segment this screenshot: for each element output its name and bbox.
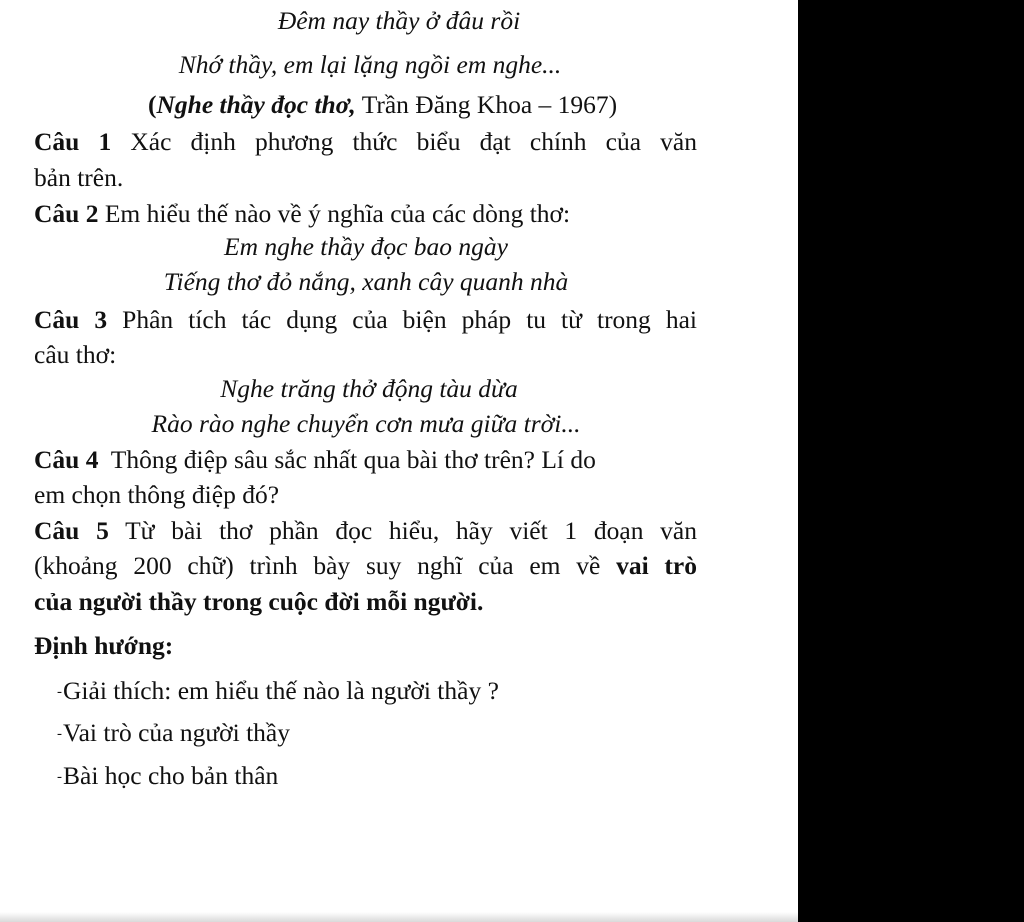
- bullet-dash-icon: -: [57, 726, 62, 742]
- question-2-verse-2: Tiếng thơ đỏ nắng, xanh cây quanh nhà: [163, 267, 569, 296]
- question-4-line-1: [34, 444, 596, 476]
- orientation-heading: Định hướng:: [34, 631, 174, 660]
- question-1-label: Câu 1: [34, 127, 112, 156]
- question-5-emphasis-1: vai trò: [616, 551, 697, 580]
- question-3-verse-1: Nghe trăng thở động tàu dừa: [220, 374, 518, 403]
- question-3-verse-2: Rào rào nghe chuyển cơn mưa giữa trời...: [151, 409, 581, 438]
- question-2-verse-1: Em nghe thầy đọc bao ngày: [224, 232, 508, 261]
- question-5-text: Từ bài thơ phần đọc hiểu, hãy viết 1 đoạn văn: [125, 516, 697, 545]
- question-3-line-1: [34, 304, 697, 336]
- poem-source: [148, 89, 617, 121]
- question-2: [34, 198, 570, 230]
- question-3-label: Câu 3: [34, 305, 108, 334]
- question-5-line-3: của người thầy trong cuộc đời mỗi người.: [34, 587, 484, 616]
- question-3-line-2: câu thơ:: [34, 340, 117, 369]
- bullet-dash-icon: -: [57, 684, 62, 700]
- source-open-paren: (: [148, 90, 157, 119]
- source-author-year: Trần Đăng Khoa – 1967): [355, 90, 618, 119]
- orientation-item-text: Vai trò của người thầy: [63, 718, 290, 747]
- orientation-item-text: Giải thích: em hiểu thế nào là người thầy ?: [63, 676, 499, 705]
- source-poem-title: Nghe thầy đọc thơ,: [156, 90, 356, 119]
- page-bottom-edge: [0, 912, 798, 922]
- question-2-label: Câu 2: [34, 199, 99, 228]
- question-5-line-2: [34, 550, 697, 582]
- intro-poem-line-2: Nhớ thầy, em lại lặng ngồi em nghe...: [178, 50, 562, 79]
- intro-poem-line-1: Đêm nay thầy ở đâu rồi: [277, 6, 521, 35]
- question-5-text-2: (khoảng 200 chữ) trình bày suy nghĩ của em về: [34, 551, 617, 580]
- question-2-text: Em hiểu thế nào về ý nghĩa của các dòng thơ:: [98, 199, 571, 228]
- orientation-item-text: Bài học cho bản thân: [63, 761, 279, 790]
- question-4-text: Thông điệp sâu sắc nhất qua bài thơ trên? Lí do: [110, 445, 596, 474]
- orientation-item-2: [57, 717, 290, 750]
- question-1-line-1: [34, 126, 697, 158]
- orientation-item-3: [57, 760, 278, 793]
- bullet-dash-icon: -: [57, 769, 62, 785]
- question-5-line-1: [34, 515, 697, 547]
- question-1-text: Xác định phương thức biểu đạt chính của văn: [130, 127, 698, 156]
- question-1-line-2: bản trên.: [34, 163, 124, 192]
- question-4-line-2: em chọn thông điệp đó?: [34, 480, 280, 509]
- orientation-item-1: [57, 675, 499, 708]
- question-5-label: Câu 5: [34, 516, 109, 545]
- question-4-label: Câu 4: [34, 445, 99, 474]
- question-3-text: Phân tích tác dụng của biện pháp tu từ trong hai: [122, 305, 697, 334]
